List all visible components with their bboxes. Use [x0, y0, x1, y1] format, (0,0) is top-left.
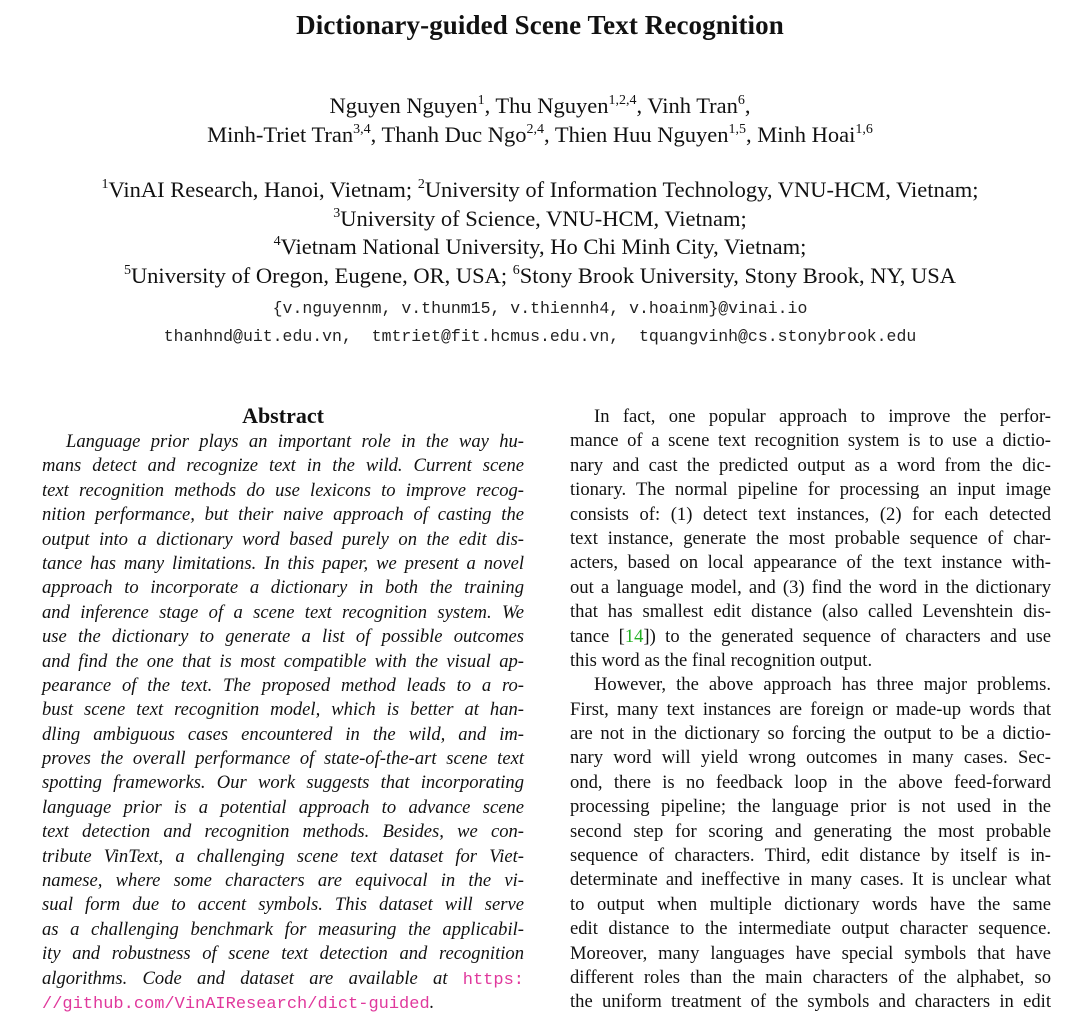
abstract-line: dling ambiguous cases encountered in the wild, and im-: [42, 723, 524, 745]
intro-line: the uniform treatment of the symbols and characters in edit: [570, 991, 1051, 1013]
abstract-line: mans detect and recognize text in the wild. Current scene: [42, 455, 524, 477]
affil-sup: 2: [417, 177, 425, 192]
author-sep: ,: [484, 93, 496, 118]
email-line-1: {v.nguyennm, v.thunm15, v.thiennh4, v.hoainm}@vinai.io: [272, 299, 808, 318]
abstract-line: [42, 967, 524, 991]
affiliation-text: VinAI Research, Hanoi, Vietnam;: [108, 177, 418, 202]
author-affil-sup: 2,4: [526, 122, 544, 137]
paper-title: Dictionary-guided Scene Text Recognition: [296, 10, 784, 40]
intro-line: nary word will yield wrong outcomes in many cases. Sec-: [570, 747, 1051, 769]
author-affil-sup: 1,2,4: [608, 93, 637, 108]
author-sep: ,: [636, 93, 648, 118]
intro-line: processing pipeline; the language prior is not used in the: [570, 796, 1051, 818]
intro-line: tionary. The normal pipeline for processing an input image: [570, 479, 1051, 501]
abstract-line: spotting frameworks. Our work suggests that incorporating: [42, 772, 524, 794]
affiliation-line: [0, 262, 1080, 291]
author-name: Vinh Tran: [647, 93, 738, 118]
author-affil-sup: 6: [737, 93, 745, 108]
author-line-2: [0, 120, 1080, 149]
author-sep: ,: [746, 122, 758, 147]
abstract-line-text: algorithms. Code and dataset are available at: [42, 967, 463, 989]
intro-column: [570, 405, 1051, 1015]
abstract-line: ity and robustness of scene text detection and recognition: [42, 943, 524, 965]
affil-sup: 4: [273, 234, 281, 250]
intro-line: different roles than the main characters of the alphabet, so: [570, 966, 1051, 988]
affiliation-text: University of Oregon, Eugene, OR, USA;: [130, 262, 513, 288]
author-sep: ,: [744, 93, 751, 118]
author-name: Thanh Duc Ngo: [381, 122, 527, 147]
affil-sup: 3: [333, 205, 341, 221]
abstract-line: proves the overall performance of state-of-the-art scene text: [42, 748, 524, 770]
author-name: Thu Nguyen: [495, 93, 609, 118]
intro-line: are not in the dictionary so forcing the output to be a dictio-: [570, 723, 1051, 745]
abstract-line: as a challenging benchmark for measuring the applicabil-: [42, 918, 524, 940]
abstract-heading: Abstract: [242, 403, 324, 428]
author-affil-sup: 3,4: [353, 122, 371, 137]
intro-line: nary and cast the predicted output as a word from the dic-: [570, 454, 1051, 476]
abstract-line: and inference stage of a scene text recognition system. We: [42, 601, 524, 623]
abstract-line: [42, 991, 524, 1015]
author-name: Thien Huu Nguyen: [554, 122, 729, 147]
author-sep: ,: [543, 122, 555, 147]
author-affil-sup: 1,5: [728, 122, 747, 137]
github-link[interactable]: https:: [462, 970, 524, 990]
abstract-line: nition performance, but their naive approach of casting the: [42, 504, 524, 526]
abstract-line: sual form due to accent symbols. This dataset will serve: [42, 894, 524, 916]
intro-line: However, the above approach has three major problems.: [594, 674, 1051, 696]
github-link-continued[interactable]: //github.com/VinAIResearch/dict-guided: [42, 994, 430, 1014]
intro-line: out a language model, and (3) find the word in the dictionary: [570, 576, 1051, 598]
abstract-period: .: [429, 991, 435, 1013]
abstract-line: language prior is a potential approach to advance scene: [42, 796, 524, 818]
affiliations: [0, 176, 1080, 290]
intro-line: second step for scoring and generating the most probable: [570, 820, 1051, 842]
abstract-line: tance has many limitations. In this paper, we present a novel: [42, 552, 524, 574]
intro-line: edit distance to the intermediate output character sequence.: [570, 918, 1051, 940]
intro-line: ond, there is no feedback loop in the above feed-forward: [570, 771, 1051, 793]
author-name: Minh Hoai: [757, 122, 856, 147]
intro-line: In fact, one popular approach to improve the perfor-: [594, 406, 1051, 427]
intro-line: to output when multiple dictionary words have the same: [570, 893, 1051, 915]
intro-line: determinate and ineffective in many cases. It is unclear what: [570, 869, 1051, 891]
affil-sup: 1: [101, 177, 109, 192]
intro-line: this word as the final recognition output.: [570, 649, 873, 671]
abstract-line: Language prior plays an important role in the way hu-: [66, 431, 524, 452]
author-affil-sup: 1,6: [855, 122, 873, 137]
intro-line: that has smallest edit distance (also called Levenshtein dis-: [570, 601, 1051, 623]
intro-line: [570, 625, 1051, 649]
abstract-line: pearance of the text. The proposed method leads to a ro-: [42, 674, 524, 696]
intro-text: tance [: [570, 625, 625, 647]
affil-sup: 5: [123, 262, 131, 278]
affiliation-text: University of Information Technology, VNU-HCM, Vietnam;: [424, 177, 979, 202]
abstract-line: bust scene text recognition model, which is better at han-: [42, 699, 524, 721]
abstract-body: [42, 430, 524, 1015]
email-block: [0, 295, 1080, 351]
affiliation-text: University of Science, VNU-HCM, Vietnam;: [340, 205, 747, 231]
abstract-line: approach to incorporate a dictionary in both the training: [42, 577, 524, 599]
affiliation-text: Stony Brook University, Stony Brook, NY, USA: [519, 262, 957, 288]
author-sep: ,: [370, 122, 382, 147]
intro-line: sequence of characters. Third, edit distance by itself is in-: [570, 845, 1051, 867]
author-name: Minh-Triet Tran: [207, 122, 354, 147]
affil-sup: 6: [512, 262, 520, 278]
intro-line: First, many text instances are foreign or made-up words that: [570, 698, 1051, 720]
intro-line: Moreover, many languages have special symbols that have: [570, 942, 1051, 964]
intro-line: text instance, generate the most probable sequence of char-: [570, 527, 1051, 549]
author-affil-sup: 1: [477, 93, 485, 108]
author-list: [0, 91, 1080, 149]
author-name: Nguyen Nguyen: [329, 93, 478, 118]
abstract-line: output into a dictionary word based purely on the edit dis-: [42, 528, 524, 550]
affiliation-line: [0, 176, 1080, 205]
abstract-line: use the dictionary to generate a list of possible outcomes: [42, 626, 524, 648]
abstract-line: and find the one that is most compatible with the visual ap-: [42, 650, 524, 672]
affiliation-line: [0, 205, 1080, 234]
intro-line: mance of a scene text recognition system is to use a dictio-: [570, 430, 1051, 452]
affiliation-text: Vietnam National University, Ho Chi Minh City, Vietnam;: [280, 234, 807, 260]
citation-link[interactable]: 14: [624, 625, 644, 647]
abstract-line: text recognition methods do use lexicons to improve recog-: [42, 479, 524, 501]
abstract-line: text detection and recognition methods. Besides, we con-: [42, 821, 524, 843]
intro-text: ]) to the generated sequence of characters and use: [643, 625, 1051, 647]
affiliation-line: [0, 233, 1080, 262]
abstract-line: namese, where some characters are equivocal in the vi-: [42, 870, 524, 892]
author-line-1: [0, 91, 1080, 120]
intro-line: consists of: (1) detect text instances, (2) for each detected: [570, 503, 1051, 525]
email-line-2: thanhnd@uit.edu.vn, tmtriet@fit.hcmus.edu.vn, tquangvinh@cs.stonybrook.edu: [163, 327, 917, 346]
abstract-line: tribute VinText, a challenging scene text dataset for Viet-: [42, 845, 524, 867]
intro-line: acters, based on local appearance of the text instance with-: [570, 552, 1051, 574]
